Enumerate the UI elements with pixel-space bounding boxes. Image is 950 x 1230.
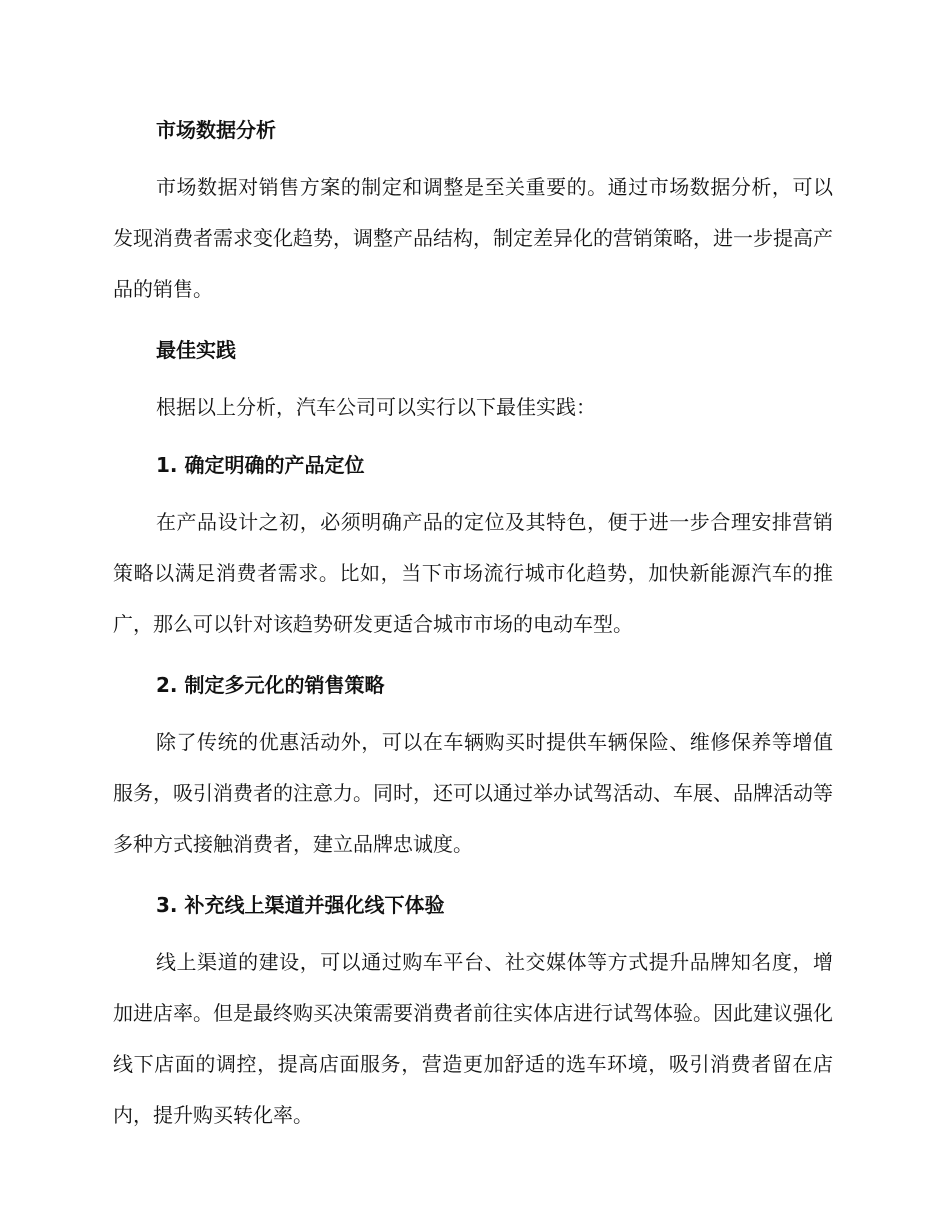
paragraph-market-data: 市场数据对销售方案的制定和调整是至关重要的。通过市场数据分析，可以发现消费者需求变化趋势，调整产品结构，制定差异化的营销策略，进一步提高产品的销售。 (113, 175, 833, 301)
section-heading-product-positioning: 1. 确定明确的产品定位 (156, 453, 365, 477)
paragraph-sales-strategy: 除了传统的优惠活动外，可以在车辆购买时提供车辆保险、维修保养等增值服务，吸引消费者的注意力。同时，还可以通过举办试驾活动、车展、品牌活动等多种方式接触消费者，建立品牌忠诚度。 (113, 730, 833, 856)
paragraph-best-practices-intro: 根据以上分析，汽车公司可以实行以下最佳实践： (156, 395, 596, 419)
paragraph-product-positioning: 在产品设计之初，必须明确产品的定位及其特色，便于进一步合理安排营销策略以满足消费者需求。比如，当下市场流行城市化趋势，加快新能源汽车的推广，那么可以针对该趋势研发更适合城市市场的电动车型。 (113, 510, 833, 636)
section-heading-market-data: 市场数据分析 (156, 118, 276, 142)
section-heading-sales-strategy: 2. 制定多元化的销售策略 (156, 673, 385, 697)
section-heading-best-practices: 最佳实践 (156, 338, 236, 362)
document-body (113, 108, 833, 1141)
section-heading-online-offline: 3. 补充线上渠道并强化线下体验 (156, 893, 445, 917)
paragraph-online-offline: 线上渠道的建设，可以通过购车平台、社交媒体等方式提升品牌知名度，增加进店率。但是最终购买决策需要消费者前往实体店进行试驾体验。因此建议强化线下店面的调控，提高店面服务，营造更加舒适的选车环境，吸引消费者留在店内，提升购买转化率。 (113, 950, 833, 1127)
